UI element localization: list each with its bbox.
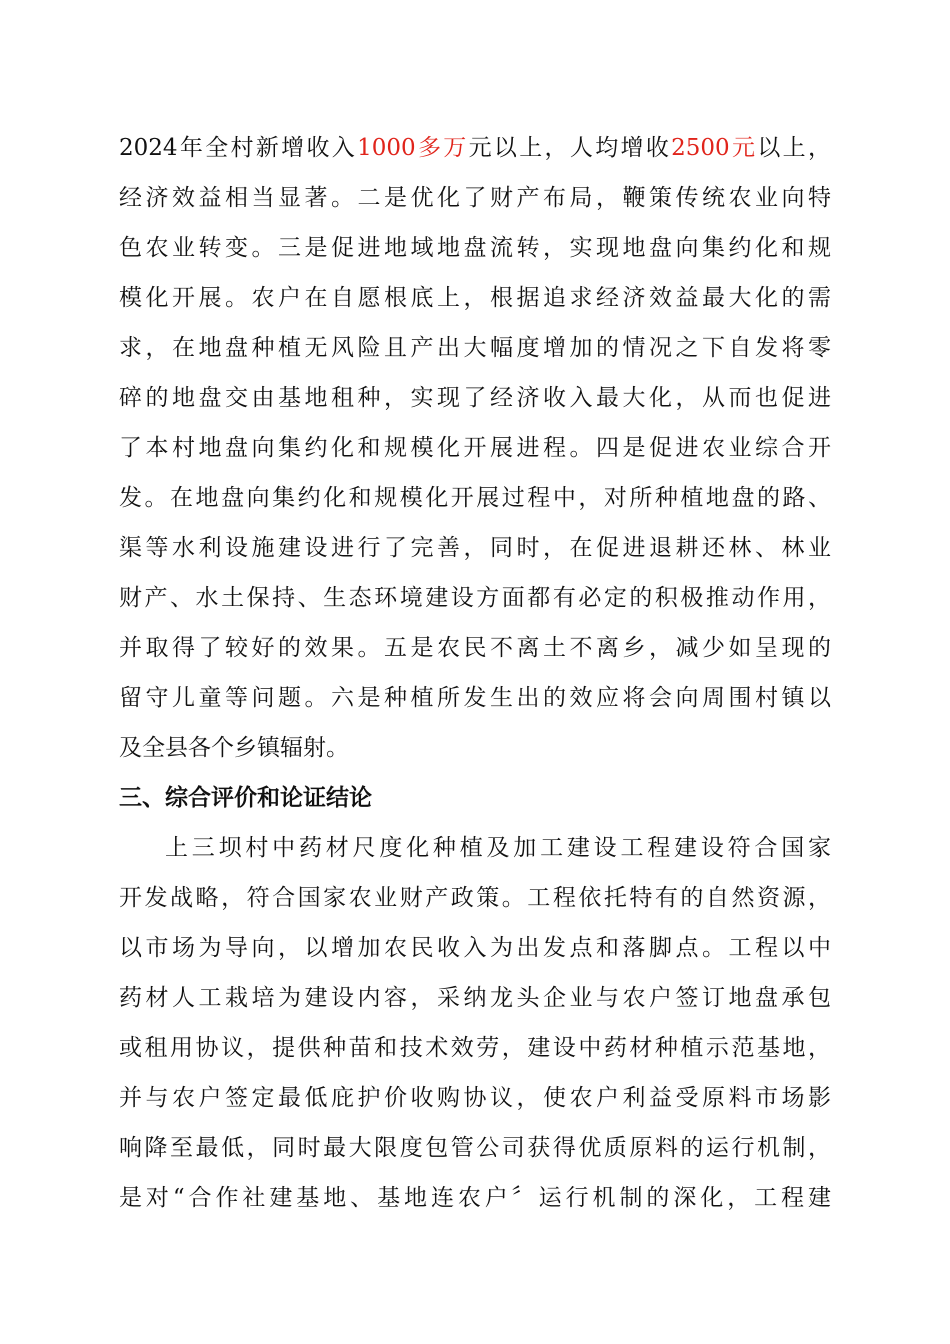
paragraph-line: 上三坝村中药材尺度化种植及加工建设工程建设符合国家 — [165, 835, 831, 861]
paragraph-line: 碎的地盘交由基地租种，实现了经济收入最大化，从而也促进 — [119, 385, 831, 411]
paragraph-line: 是对“合作社建基地、基地连农户〞运行机制的深化，工程建 — [119, 1185, 831, 1211]
paragraph-line: 响降至最低，同时最大限度包管公司获得优质原料的运行机制， — [119, 1135, 831, 1161]
document-page — [119, 123, 831, 1223]
paragraph-line: 渠等水利设施建设进行了完善，同时，在促进退耕还林、林业 — [119, 535, 831, 561]
paragraph-line: 并取得了较好的效果。五是农民不离土不离乡，减少如呈现的 — [119, 635, 831, 661]
paragraph-line: 留守儿童等问题。六是种植所发生出的效应将会向周围村镇以 — [119, 685, 831, 711]
paragraph-line: 以市场为导向，以增加农民收入为出发点和落脚点。工程以中 — [119, 935, 831, 961]
text-fragment: 2024年全村新增收入 — [119, 135, 358, 161]
highlighted-amount: 2500元 — [671, 135, 758, 161]
paragraph-line: 发。在地盘向集约化和规模化开展过程中，对所种植地盘的路、 — [119, 485, 831, 511]
paragraph-line: 色农业转变。三是促进地域地盘流转，实现地盘向集约化和规 — [119, 235, 831, 261]
paragraph-line: 及全县各个乡镇辐射。 — [119, 735, 349, 761]
paragraph-line: 求，在地盘种植无风险且产出大幅度增加的情况之下自发将零 — [119, 335, 831, 361]
paragraph-line: 了本村地盘向集约化和规模化开展进程。四是促进农业综合开 — [119, 435, 831, 461]
paragraph-line: 或租用协议，提供种苗和技术效劳，建设中药材种植示范基地， — [119, 1035, 831, 1061]
paragraph-line: 经济效益相当显著。二是优化了财产布局，鞭策传统农业向特 — [119, 185, 831, 211]
highlighted-amount: 1000多万 — [357, 135, 469, 161]
paragraph-line: 开发战略，符合国家农业财产政策。工程依托特有的自然资源， — [119, 885, 831, 911]
paragraph-line: 药材人工栽培为建设内容，采纳龙头企业与农户签订地盘承包 — [119, 985, 831, 1011]
text-fragment: 元以上，人均增收 — [468, 135, 672, 161]
section-heading: 三、综合评价和论证结论 — [119, 785, 372, 811]
paragraph-line: 财产、水土保持、生态环境建设方面都有必定的积极推动作用， — [119, 585, 831, 611]
paragraph-line: 模化开展。农户在自愿根底上，根据追求经济效益最大化的需 — [119, 285, 831, 311]
text-fragment: 以上， — [757, 135, 831, 161]
paragraph-line: 并与农户签定最低庇护价收购协议，使农户利益受原料市场影 — [119, 1085, 831, 1111]
paragraph-line — [119, 123, 831, 173]
